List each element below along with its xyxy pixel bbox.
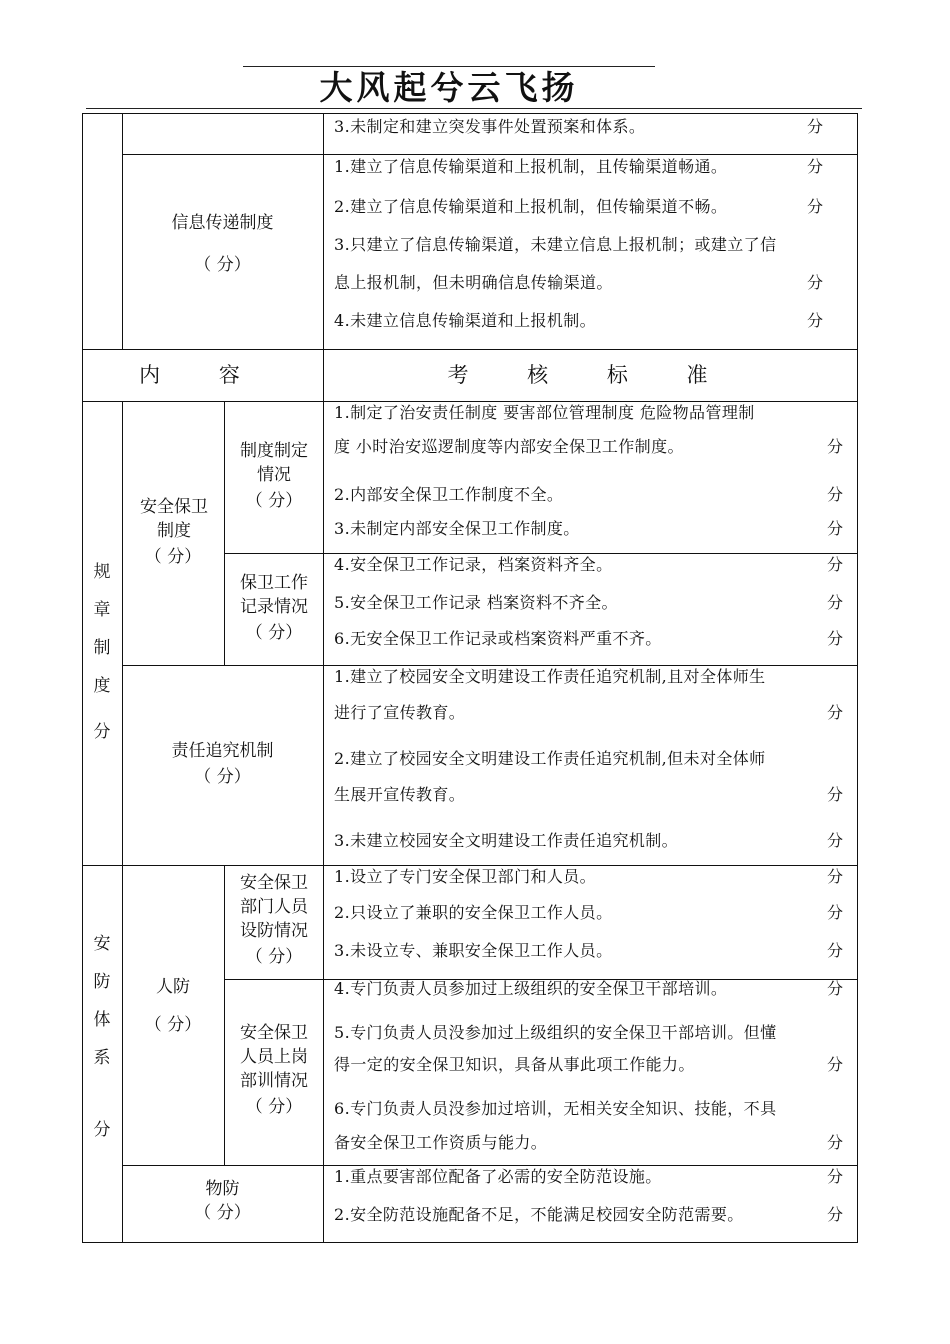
section-label-defense: 安 防 体 系 分: [93, 934, 111, 1140]
label-divider-main: [122, 401, 123, 1243]
physical-title: 物防: [205, 1179, 240, 1199]
criteria-item: 1.设立了专门安全保卫部门和人员。: [334, 867, 597, 886]
criteria-divider: [323, 113, 324, 1243]
formulation-title: 制度制定情况: [240, 441, 308, 485]
sub-divider-defense: [224, 865, 225, 1165]
row-rule: [82, 349, 858, 350]
personnel-title: 人防: [156, 977, 190, 997]
page-title: 大风起兮云飞扬: [319, 68, 579, 107]
score-cell: 分: [827, 703, 844, 722]
criteria-item: 1.建立了校园安全文明建设工作责任追究机制,且对全体师生: [334, 667, 766, 686]
criteria-item: 1.建立了信息传输渠道和上报机制，且传输渠道畅通。: [334, 157, 728, 176]
score-cell: 分: [827, 593, 844, 612]
criteria-item: 4.安全保卫工作记录，档案资料齐全。: [334, 555, 613, 574]
section-label-rules: 规 章 制 度 分: [93, 562, 111, 742]
records-title: 保卫工作记录情况: [240, 573, 308, 617]
score-cell: 分: [807, 157, 824, 176]
criteria-item: 1.制定了治安责任制度 要害部位管理制度 危险物品管理制: [334, 403, 755, 422]
score-cell: 分: [827, 867, 844, 886]
criteria-item: 6.无安全保卫工作记录或档案资料严重不齐。: [334, 629, 662, 648]
assessment-table: [82, 113, 858, 1243]
training-score: （ 分）: [245, 1097, 303, 1117]
criteria-item: 2.建立了信息传输渠道和上报机制，但传输渠道不畅。: [334, 197, 728, 216]
score-cell: 分: [827, 485, 844, 504]
score-cell: 分: [827, 555, 844, 574]
criteria-item: 3.未制定和建立突发事件处置预案和体系。: [334, 117, 646, 136]
score-cell: 分: [827, 1133, 844, 1152]
column-header-criteria: 考 核 标 准: [447, 363, 734, 387]
criteria-item: 2.内部安全保卫工作制度不全。: [334, 485, 564, 504]
score-cell: 分: [827, 1205, 844, 1224]
score-cell: 分: [827, 1167, 844, 1186]
criteria-item: 2.安全防范设施配备不足，不能满足校园安全防范需要。: [334, 1205, 744, 1224]
score-cell: 分: [827, 979, 844, 998]
formulation-score: （ 分）: [245, 491, 303, 511]
score-cell: 分: [827, 785, 844, 804]
physical-score: （ 分）: [194, 1203, 251, 1223]
info-system-score: （ 分）: [194, 255, 251, 275]
criteria-item: 4.专门负责人员参加过上级组织的安全保卫干部培训。: [334, 979, 728, 998]
criteria-item: 2.建立了校园安全文明建设工作责任追究机制,但未对全体师: [334, 749, 766, 768]
criteria-item: 4.未建立信息传输渠道和上报机制。: [334, 311, 597, 330]
score-cell: 分: [807, 311, 824, 330]
criteria-item-cont: 得一定的安全保卫知识，具备从事此项工作能力。: [334, 1055, 695, 1074]
criteria-item: 1.重点要害部位配备了必需的安全防范设施。: [334, 1167, 662, 1186]
criteria-item: 6.专门负责人员没参加过培训，无相关安全知识、技能，不具: [334, 1099, 777, 1118]
records-score: （ 分）: [245, 623, 303, 643]
criteria-item: 3.未设立专、兼职安全保卫工作人员。: [334, 941, 613, 960]
criteria-item: 2.只设立了兼职的安全保卫工作人员。: [334, 903, 613, 922]
header-rule-top: [243, 66, 655, 67]
criteria-item: 3.未制定内部安全保卫工作制度。: [334, 519, 580, 538]
criteria-item: 5.专门负责人员没参加过上级组织的安全保卫干部培训。但懂: [334, 1023, 777, 1042]
score-cell: 分: [827, 903, 844, 922]
score-cell: 分: [827, 1055, 844, 1074]
criteria-item-cont: 息上报机制，但未明确信息传输渠道。: [334, 273, 613, 292]
criteria-item-cont: 度 小时治安巡逻制度等内部安全保卫工作制度。: [334, 437, 684, 456]
criteria-item: 5.安全保卫工作记录 档案资料不齐全。: [334, 593, 618, 612]
security-system-score: （ 分）: [144, 547, 202, 567]
personnel-score: （ 分）: [144, 1015, 202, 1035]
table-border-bottom: [82, 1242, 858, 1243]
score-cell: 分: [807, 197, 824, 216]
info-system-title: 信息传递制度: [171, 213, 274, 233]
criteria-item-cont: 生展开宣传教育。: [334, 785, 466, 804]
table-border-right: [857, 113, 858, 1243]
score-cell: 分: [827, 519, 844, 538]
dept-score: （ 分）: [245, 947, 303, 967]
security-system-title: 安全保卫制度: [140, 497, 208, 541]
criteria-item: 3.未建立校园安全文明建设工作责任追究机制。: [334, 831, 679, 850]
dept-title: 安全保卫部门人员设防情况: [240, 873, 308, 941]
score-cell: 分: [827, 629, 844, 648]
accountability-title: 责任追究机制: [171, 741, 274, 761]
criteria-item: 3.只建立了信息传输渠道，未建立信息上报机制；或建立了信: [334, 235, 777, 254]
score-cell: 分: [807, 117, 824, 136]
score-cell: 分: [827, 941, 844, 960]
score-cell: 分: [827, 831, 844, 850]
score-cell: 分: [807, 273, 824, 292]
column-header-content: 内 容: [139, 363, 266, 387]
table-border-left: [82, 113, 83, 1243]
training-title: 安全保卫人员上岗部训情况: [240, 1023, 308, 1091]
criteria-item-cont: 进行了宣传教育。: [334, 703, 466, 722]
score-cell: 分: [827, 437, 844, 456]
criteria-item-cont: 备安全保卫工作资质与能力。: [334, 1133, 548, 1152]
accountability-score: （ 分）: [194, 767, 251, 787]
